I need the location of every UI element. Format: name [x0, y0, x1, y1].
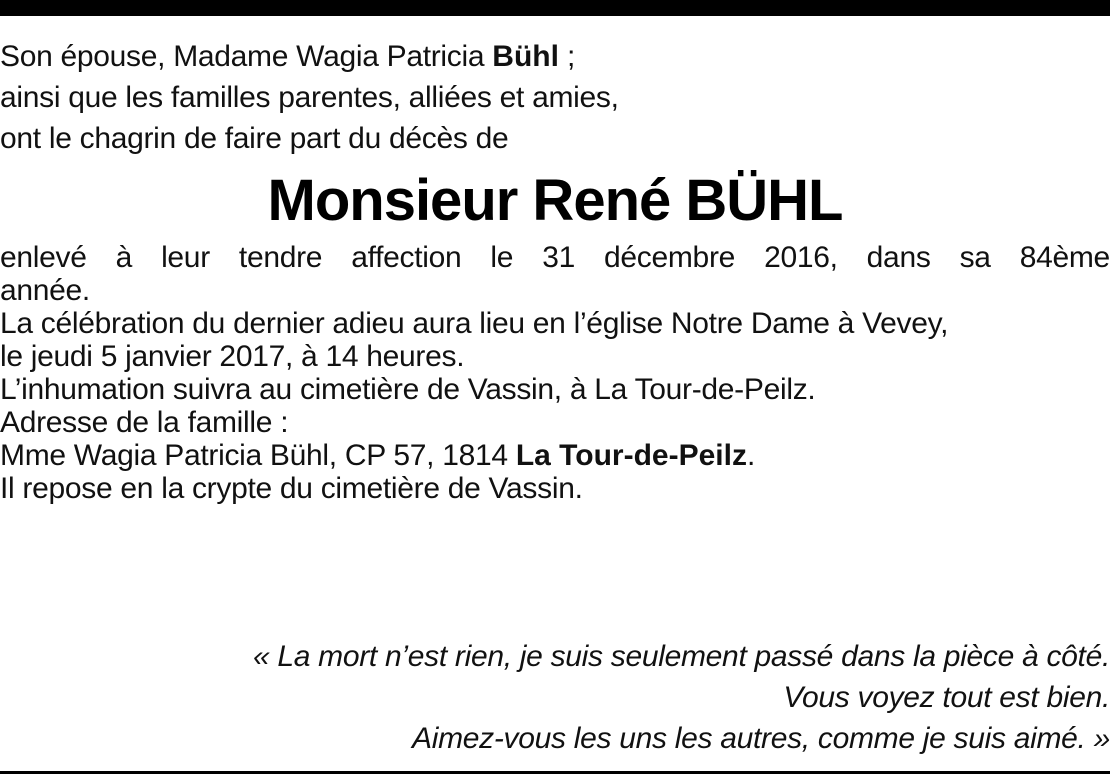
body-line-passing-word: à — [115, 241, 133, 274]
body-line-passing-word: 84ème — [1019, 241, 1110, 274]
intro-line-announcement: ont le chagrin de faire part du décès de — [0, 122, 509, 155]
body-line-address-label: Adresse de la famille : — [0, 406, 289, 439]
top-border-rule — [0, 0, 1110, 16]
body-line-passing-word: tendre — [238, 241, 323, 274]
body-line-year: année. — [0, 274, 90, 307]
quote-line-2: Vous voyez tout est bien. — [783, 681, 1110, 714]
spouse-surname: Bühl — [492, 40, 559, 73]
bottom-border-rule — [0, 771, 1110, 774]
body-line-burial: L’inhumation suivra au cimetière de Vassin, à La Tour-de-Peilz. — [0, 373, 816, 406]
body-line-passing-word: leur — [161, 241, 210, 274]
body-line-ceremony-date: le jeudi 5 janvier 2017, à 14 heures. — [0, 340, 465, 373]
death-notice — [0, 36, 1110, 505]
body-line-passing-word: 31 — [542, 241, 575, 274]
body-line-passing — [0, 241, 1110, 274]
closing-quote — [0, 636, 1110, 759]
intro-spouse-suffix: ; — [558, 40, 576, 73]
quote-line-3: Aimez-vous les uns les autres, comme je suis aimé. » — [412, 722, 1110, 755]
address-period: . — [746, 439, 755, 472]
body-line-passing-word: enlevé — [0, 241, 87, 274]
body-line-passing-word: dans — [866, 241, 931, 274]
address-city: La Tour-de-Peilz — [515, 439, 747, 472]
address-text: Mme Wagia Patricia Bühl, CP 57, 1814 — [0, 439, 516, 472]
deceased-name-heading: Monsieur René BÜHL — [267, 168, 843, 233]
intro-line-families: ainsi que les familles parentes, alliées et amies, — [0, 81, 619, 114]
intro-line-spouse — [0, 36, 1110, 77]
body-line-address — [0, 439, 1110, 472]
body-line-passing-word: sa — [959, 241, 991, 274]
intro-spouse-text: Son épouse, Madame Wagia Patricia — [0, 40, 493, 73]
body-line-passing-word: décembre — [604, 241, 736, 274]
body-line-passing-word: le — [490, 241, 514, 274]
body-line-passing-word: 2016, — [764, 241, 838, 274]
quote-line-1: « La mort n’est rien, je suis seulement passé dans la pièce à côté. — [252, 640, 1110, 673]
body-line-ceremony: La célébration du dernier adieu aura lieu en l’église Notre Dame à Vevey, — [0, 307, 949, 340]
body-line-passing-word: affection — [351, 241, 462, 274]
body-line-crypt: Il repose en la crypte du cimetière de Vassin. — [0, 472, 583, 505]
